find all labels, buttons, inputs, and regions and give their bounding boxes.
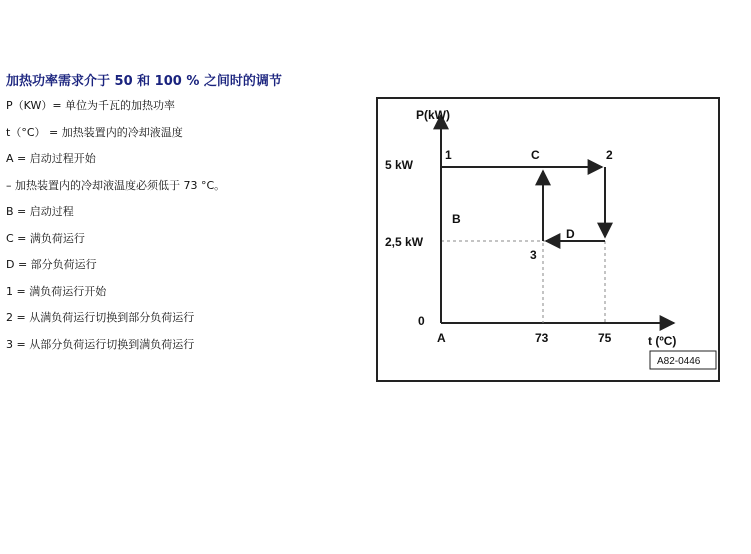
segment-label-d: D xyxy=(566,227,575,241)
control-diagram xyxy=(376,97,720,382)
legend-item-a: A = 启动过程开始 xyxy=(6,152,96,165)
legend-item-d: D = 部分负荷运行 xyxy=(6,258,97,271)
y-tick-0: 0 xyxy=(418,314,425,328)
legend-item-1: 1 = 满负荷运行开始 xyxy=(6,284,107,298)
legend-item-3: 3 = 从部分负荷运行切换到满负荷运行 xyxy=(6,337,195,351)
x-axis-label: t (ºC) xyxy=(648,334,677,348)
point-label-2: 2 xyxy=(606,148,613,162)
legend-item-2: 2 = 从满负荷运行切换到部分负荷运行 xyxy=(6,311,195,324)
diagram-svg xyxy=(378,99,718,380)
x-tick-75: 75 xyxy=(598,331,612,345)
segment-label-c: C xyxy=(531,148,540,162)
point-label-3: 3 xyxy=(530,248,537,262)
x-tick-73: 73 xyxy=(535,331,549,345)
legend-item-note: – 加热装置内的冷却液温度必须低于 73 °C。 xyxy=(6,178,226,192)
segment-label-b: B xyxy=(452,212,461,226)
origin-label-a: A xyxy=(437,331,446,345)
legend-item-p: P（KW）= 单位为千瓦的加热功率 xyxy=(6,99,176,112)
legend-item-b: B = 启动过程 xyxy=(6,205,74,218)
y-tick-5kw: 5 kW xyxy=(385,158,414,172)
page-title: 加热功率需求介于 50 和 100 % 之间时的调节 xyxy=(6,74,282,89)
legend-item-t: t（°C） = 加热装置内的冷却液温度 xyxy=(6,125,183,139)
legend-item-c: C = 满负荷运行 xyxy=(6,231,85,245)
legend-list xyxy=(6,99,225,364)
y-axis-label: P(kW) xyxy=(416,108,450,122)
y-tick-2-5kw: 2,5 kW xyxy=(385,235,424,249)
point-label-1: 1 xyxy=(445,148,452,162)
figure-code: A82-0446 xyxy=(657,356,701,367)
